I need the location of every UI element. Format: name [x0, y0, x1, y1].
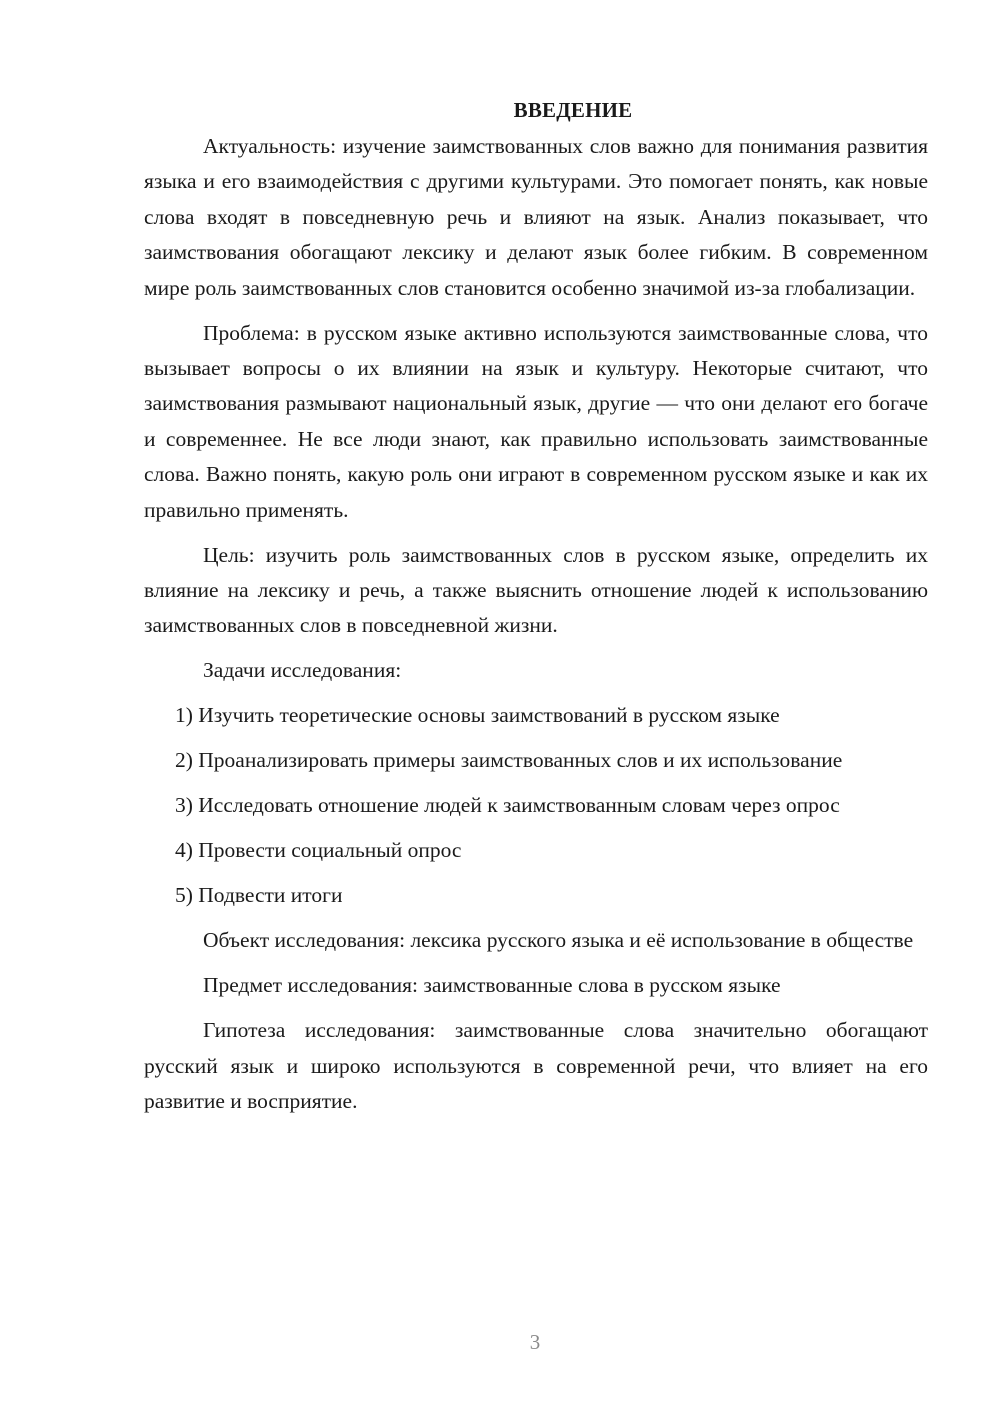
list-item: 4) Провести социальный опрос [175, 838, 462, 863]
list-item: 3) Исследовать отношение людей к заимствованным словам через опрос [175, 793, 840, 818]
list-item: 2) Проанализировать примеры заимствованных слов и их использование [175, 748, 843, 773]
section-heading: ВВЕДЕНИЕ [513, 98, 633, 122]
hypothesis-paragraph: Гипотеза исследования: заимствованные слова значительно обогащают русский язык и широко используются в современной речи, что влияет на его развитие и восприятие. [144, 1018, 928, 1114]
document-page [144, 94, 928, 1129]
tasks-heading: Задачи исследования: [203, 658, 402, 683]
list-item: 5) Подвести итоги [175, 883, 343, 908]
list-item: 1) Изучить теоретические основы заимствований в русском языке [175, 703, 780, 728]
relevance-paragraph: Актуальность: изучение заимствованных слов важно для понимания развития языка и его взаимодействия с другими культурами. Это помогает понять, как новые слова входят в повседневную речь и влияют на язык. Анализ показывает, что заимствования обогащают лексику и делают язык более гибким. В современном мире роль заимствованных слов становится особенно значимой из-за глобализации. [144, 134, 928, 300]
object-paragraph: Объект исследования: лексика русского языка и её использование в обществе [203, 928, 914, 953]
page-number: 3 [529, 1330, 541, 1354]
goal-paragraph: Цель: изучить роль заимствованных слов в русском языке, определить их влияние на лексику и речь, а также выяснить отношение людей к использованию заимствованных слов в повседневной жизни. [144, 542, 928, 638]
tasks-list [144, 698, 928, 913]
subject-paragraph: Предмет исследования: заимствованные слова в русском языке [203, 973, 781, 998]
problem-paragraph: Проблема: в русском языке активно используются заимствованные слова, что вызывает вопросы о их влиянии на язык и культуру. Некоторые считают, что заимствования размывают национальный язык, другие — что они делают его богаче и современнее. Не все люди знают, как правильно использовать заимствованные слова. Важно понять, какую роль они играют в современном русском языке и как их правильно применять. [144, 320, 928, 522]
